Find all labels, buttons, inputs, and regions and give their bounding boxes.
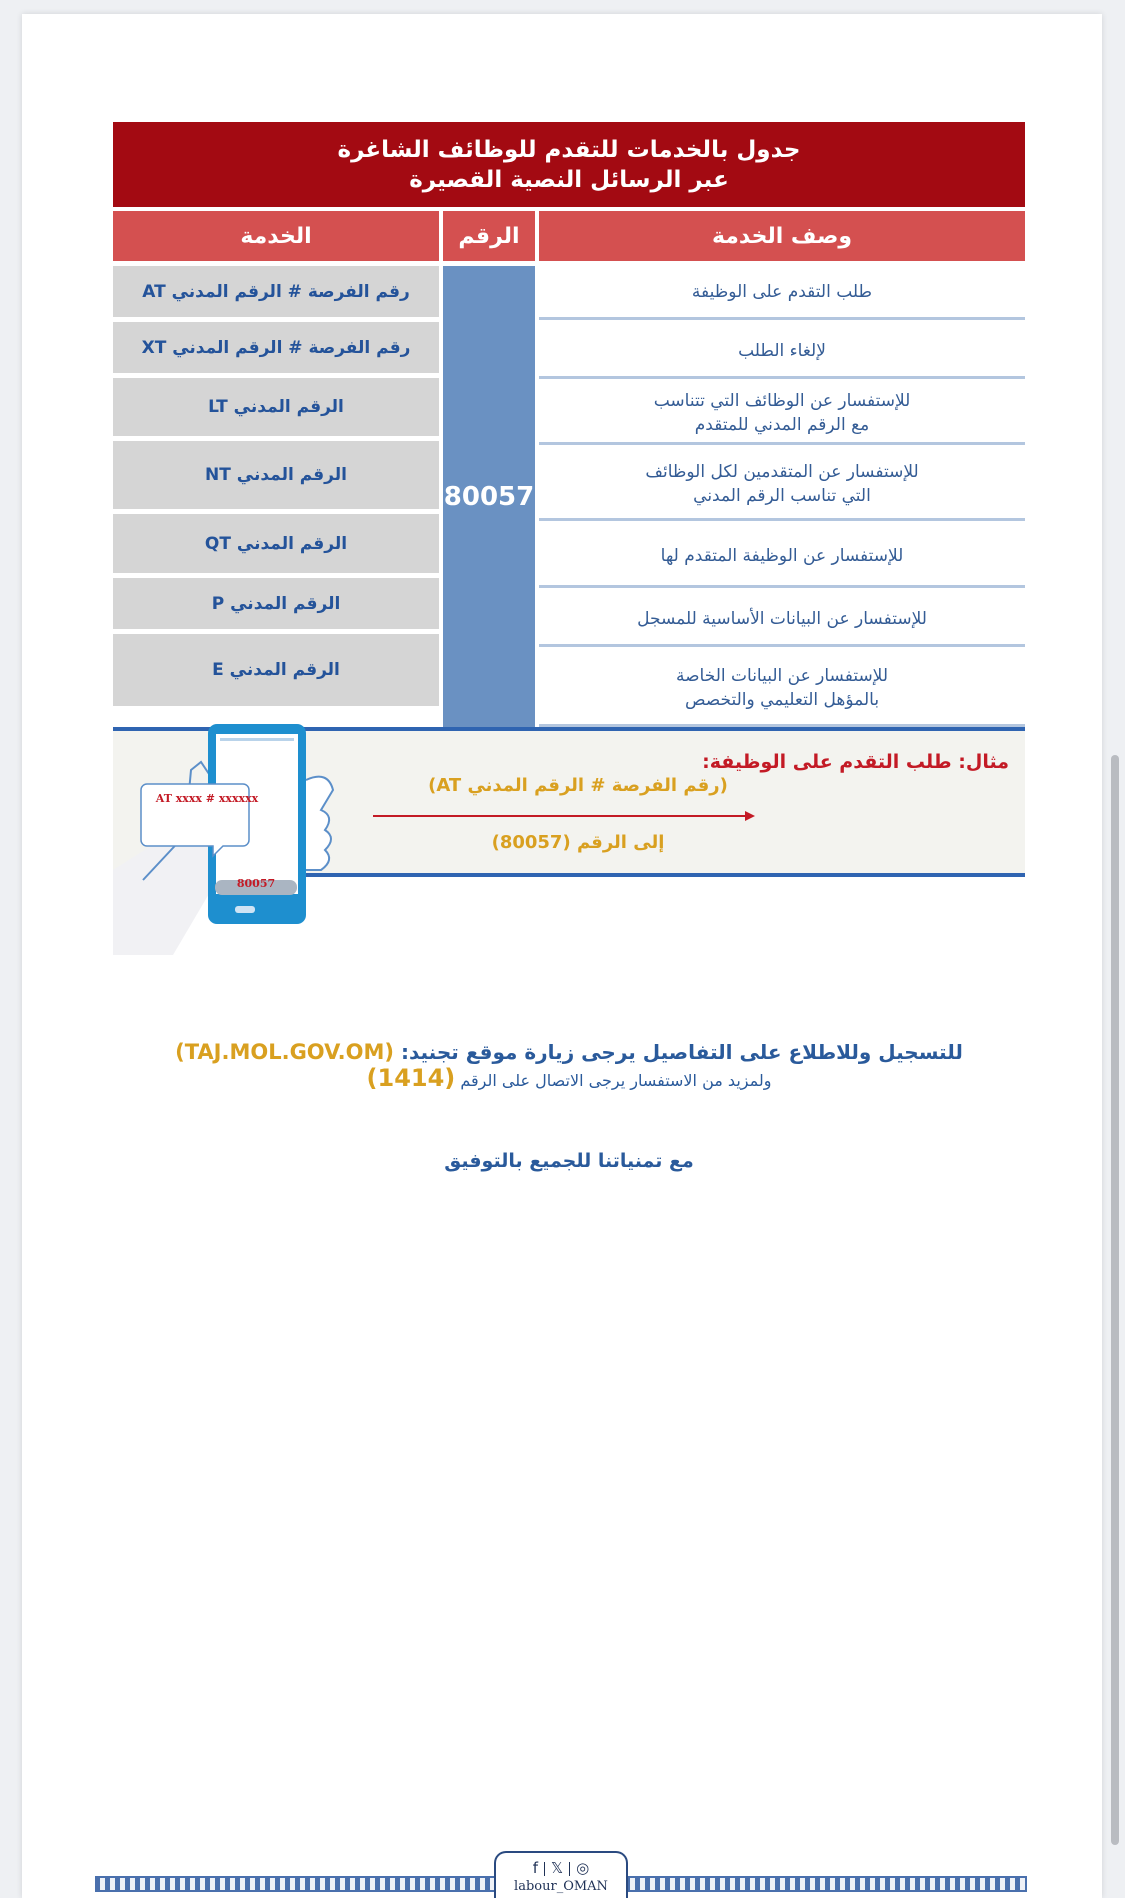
inquiry-text: ولمزيد من الاستفسار يرجى الاتصال على الرقم	[455, 1071, 772, 1090]
register-line	[113, 1040, 1025, 1064]
service-cell: الرقم المدني NT	[113, 441, 439, 509]
website-link[interactable]: (TAJ.MOL.GOV.OM)	[175, 1040, 394, 1064]
service-cell: الرقم المدني LT	[113, 378, 439, 436]
service-cell: رقم الفرصة # الرقم المدني XT	[113, 322, 439, 373]
service-column	[113, 261, 443, 727]
description-cell	[539, 450, 1025, 521]
facebook-icon[interactable]: f	[532, 1859, 539, 1877]
description-line: طلب التقدم على الوظيفة	[691, 281, 873, 302]
social-media-tab	[494, 1851, 628, 1898]
example-destination: إلى الرقم (80057)	[491, 832, 665, 853]
description-cell	[539, 384, 1025, 445]
phone-hand-illustration	[113, 720, 353, 970]
hotline-number: (1414)	[366, 1064, 456, 1092]
description-cell	[539, 593, 1025, 647]
example-label: مثال: طلب التقدم على الوظيفة:	[702, 751, 1009, 773]
x-icon[interactable]: 𝕏	[551, 1859, 564, 1877]
header-description: وصف الخدمة	[539, 211, 1025, 261]
description-line: للإستفسار عن البيانات الأساسية للمسجل	[637, 608, 927, 629]
table-title-line2: عبر الرسائل النصية القصيرة	[409, 166, 729, 193]
description-line: للإستفسار عن الوظائف التي تتناسب	[653, 391, 911, 411]
service-cell: رقم الفرصة # الرقم المدني AT	[113, 266, 439, 317]
description-column	[539, 261, 1025, 727]
phone-number: 80057	[236, 877, 276, 890]
description-cell	[539, 652, 1025, 727]
description-line: للإستفسار عن الوظيفة المتقدم لها	[660, 545, 904, 566]
phone-icon	[113, 720, 353, 970]
services-table	[113, 211, 1025, 727]
description-line: للإستفسار عن المتقدمين لكل الوظائف	[645, 462, 919, 482]
description-line: التي تناسب الرقم المدني	[693, 486, 871, 506]
closing-message: مع تمنياتنا للجميع بالتوفيق	[444, 1150, 694, 1172]
table-title-line1: جدول بالخدمات للتقدم للوظائف الشاغرة	[337, 136, 801, 163]
table-title	[113, 122, 1025, 207]
social-handle: labour_OMAN	[514, 1879, 608, 1894]
description-cell	[539, 266, 1025, 320]
arrow-icon	[373, 815, 753, 817]
phone-message: AT xxxx # xxxxxx	[155, 792, 259, 805]
inquiry-line	[113, 1064, 1025, 1092]
service-cell: الرقم المدني E	[113, 634, 439, 706]
header-number: الرقم	[443, 211, 535, 261]
description-line: بالمؤهل التعليمي والتخصص	[684, 690, 880, 710]
sms-number-cell: 80057	[443, 266, 535, 727]
header-service: الخدمة	[113, 211, 439, 261]
contact-info	[113, 1040, 1025, 1092]
sms-services-document	[113, 122, 1025, 890]
service-cell: الرقم المدني P	[113, 578, 439, 629]
description-line: مع الرقم المدني للمتقدم	[694, 415, 870, 435]
service-cell: الرقم المدني QT	[113, 514, 439, 573]
social-icons	[496, 1859, 626, 1877]
description-cell	[539, 526, 1025, 588]
register-text: للتسجيل وللاطلاع على التفاصيل يرجى زيارة موقع تجنيد:	[393, 1040, 963, 1064]
example-format: (رقم الفرصة # الرقم المدني AT)	[428, 775, 728, 796]
scrollbar[interactable]	[1111, 755, 1119, 1845]
description-line: للإستفسار عن البيانات الخاصة	[676, 666, 889, 686]
instagram-icon[interactable]: ◎	[576, 1859, 590, 1877]
description-line: لإلغاء الطلب	[738, 340, 826, 361]
description-cell	[539, 325, 1025, 379]
